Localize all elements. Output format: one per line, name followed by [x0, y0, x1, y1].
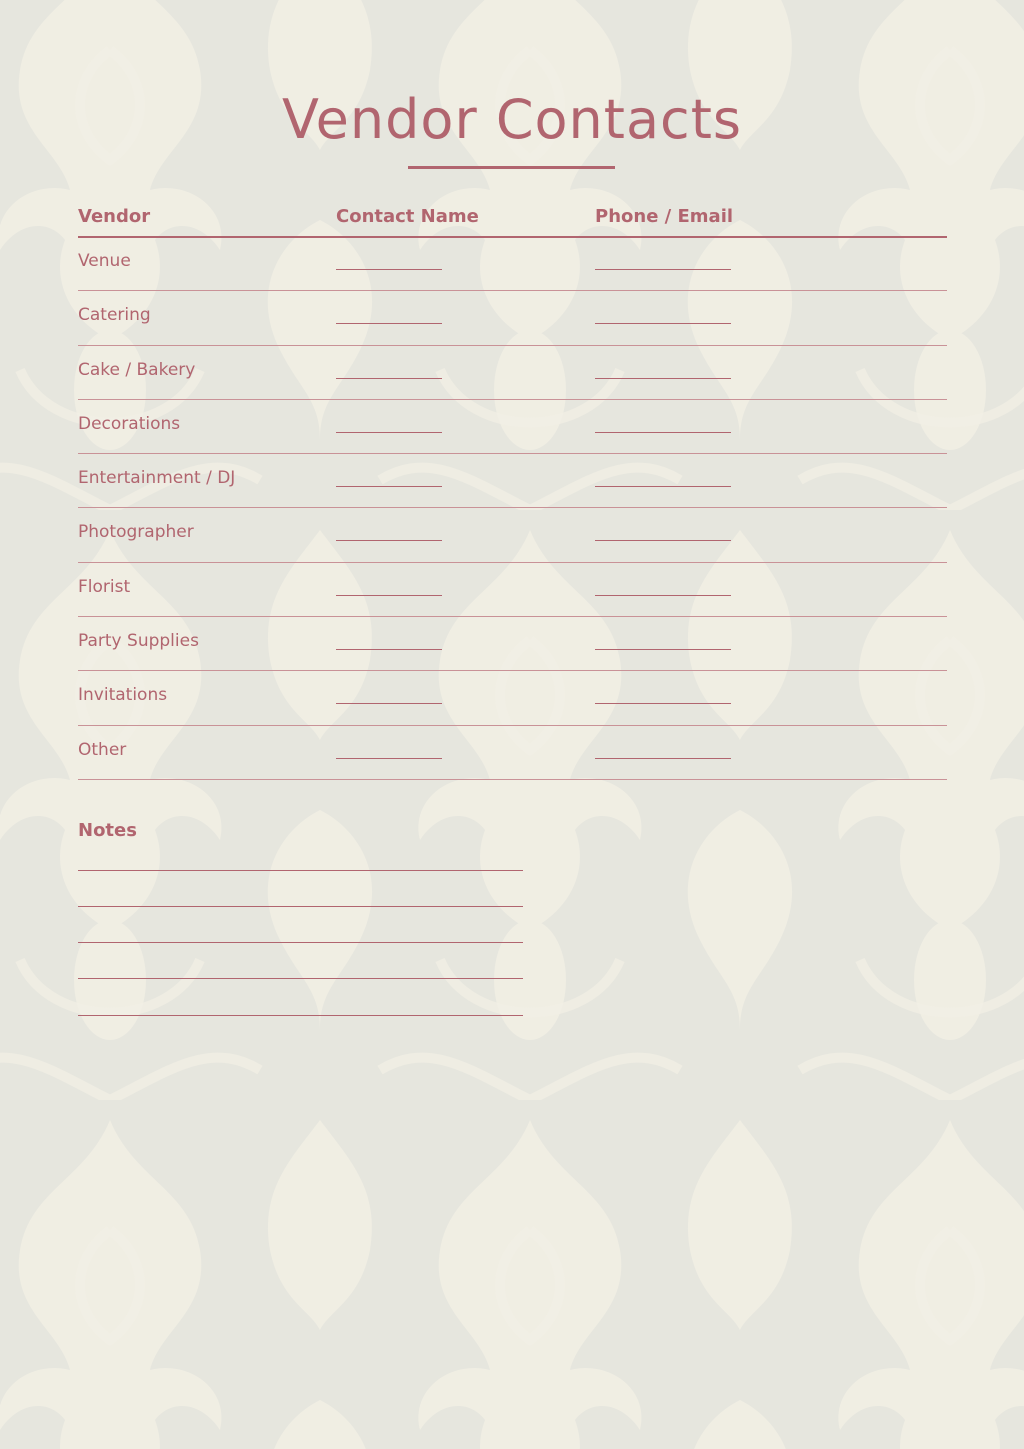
vendor-label: Other: [78, 739, 127, 760]
vendor-label: Venue: [78, 251, 131, 271]
vendor-label: Catering: [78, 305, 151, 326]
vendor-label: Florist: [78, 576, 131, 597]
table-row: [78, 726, 947, 780]
vendor-label: Photographer: [78, 522, 194, 543]
phone-email-blank[interactable]: [595, 269, 731, 270]
table-row: [78, 454, 947, 508]
phone-email-blank[interactable]: [595, 432, 731, 433]
vendor-label: Party Supplies: [78, 631, 199, 652]
vendor-label: Cake / Bakery: [78, 359, 196, 380]
table-row: [78, 291, 947, 345]
table-row: [78, 237, 947, 291]
header-phone-email: Phone / Email: [595, 206, 734, 227]
vendor-table-body: [78, 237, 947, 780]
contact-name-blank[interactable]: [336, 540, 442, 541]
contact-name-blank[interactable]: [336, 758, 442, 759]
contact-name-blank[interactable]: [336, 432, 442, 433]
header-vendor: Vendor: [78, 206, 151, 227]
notes-line[interactable]: [78, 870, 523, 871]
phone-email-blank[interactable]: [595, 703, 731, 704]
table-row: [78, 563, 947, 617]
notes-line[interactable]: [78, 906, 523, 907]
table-row: [78, 346, 947, 400]
notes-line[interactable]: [78, 1015, 523, 1016]
notes-heading: Notes: [78, 820, 137, 841]
contact-name-blank[interactable]: [336, 595, 442, 596]
contact-name-blank[interactable]: [336, 323, 442, 324]
phone-email-blank[interactable]: [595, 323, 731, 324]
contact-name-blank[interactable]: [336, 649, 442, 650]
vendor-label: Entertainment / DJ: [78, 468, 236, 489]
header-contact-name: Contact Name: [336, 206, 479, 227]
contact-name-blank[interactable]: [336, 269, 442, 270]
phone-email-blank[interactable]: [595, 649, 731, 650]
table-row: [78, 617, 947, 671]
vendor-label: Invitations: [78, 685, 168, 706]
phone-email-blank[interactable]: [595, 540, 731, 541]
phone-email-blank[interactable]: [595, 758, 731, 759]
table-row: [78, 508, 947, 562]
phone-email-blank[interactable]: [595, 378, 731, 379]
phone-email-blank[interactable]: [595, 486, 731, 487]
contact-name-blank[interactable]: [336, 486, 442, 487]
phone-email-blank[interactable]: [595, 595, 731, 596]
table-header: [78, 200, 947, 238]
notes-line[interactable]: [78, 978, 523, 979]
title-underline: [408, 166, 615, 169]
table-row: [78, 671, 947, 725]
notes-line[interactable]: [78, 942, 523, 943]
vendor-label: Decorations: [78, 413, 181, 434]
page-title: Vendor Contacts: [281, 88, 743, 151]
contact-name-blank[interactable]: [336, 703, 442, 704]
contact-name-blank[interactable]: [336, 378, 442, 379]
table-row: [78, 400, 947, 454]
